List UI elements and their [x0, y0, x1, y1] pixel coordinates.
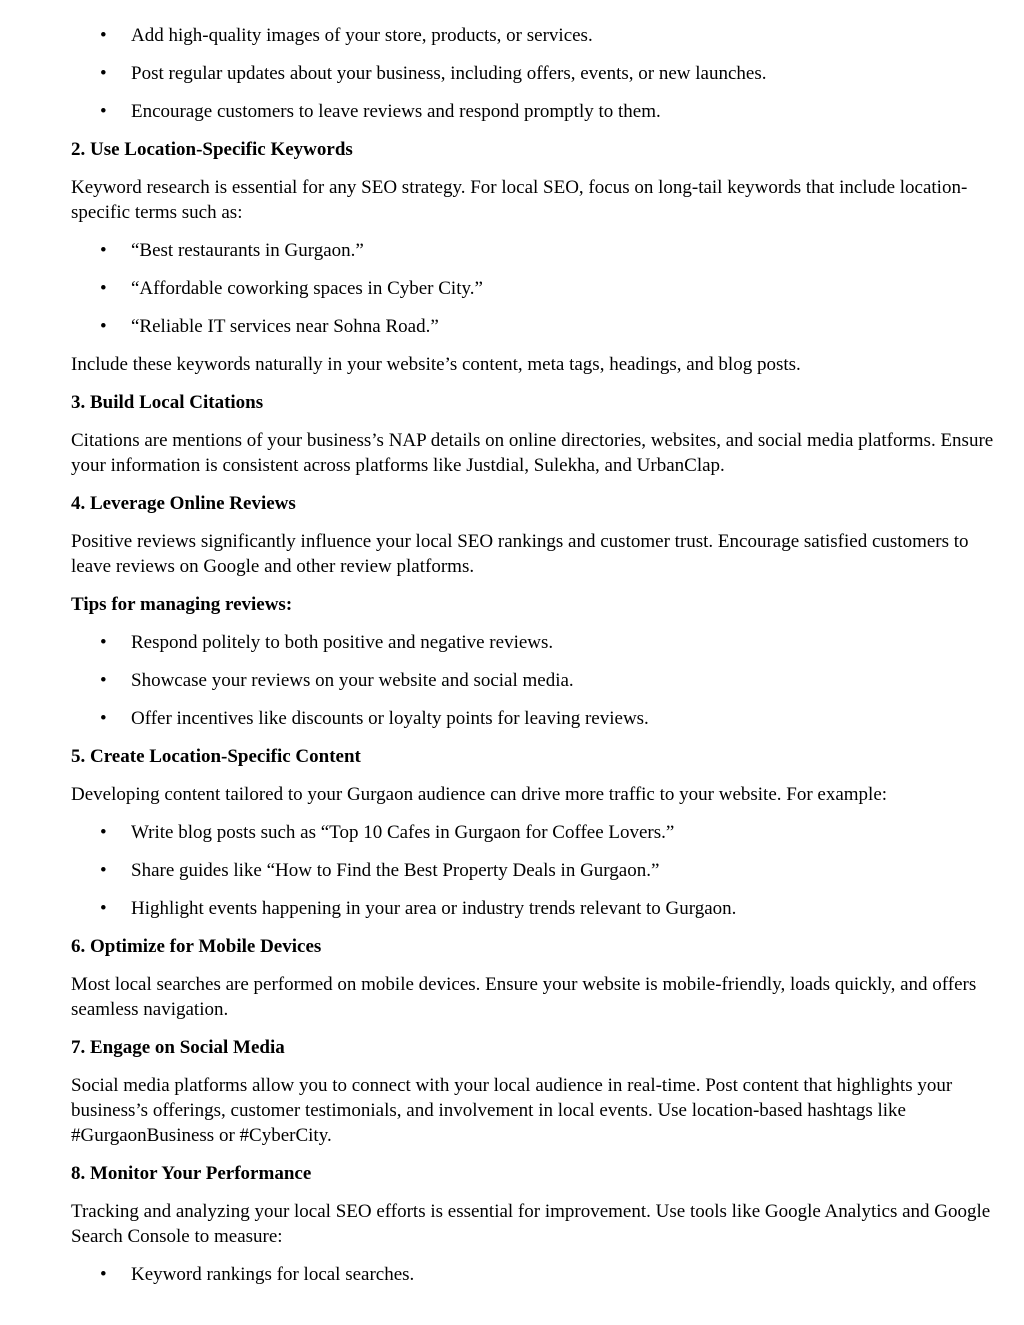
section-heading: 3. Build Local Citations [71, 392, 264, 413]
bullet-icon: • [100, 860, 107, 881]
list-item [71, 1262, 1006, 1287]
bullet-icon: • [100, 63, 107, 84]
bullet-list [71, 630, 1006, 731]
section-heading: 2. Use Location-Specific Keywords [71, 139, 353, 160]
section-heading: 5. Create Location-Specific Content [71, 746, 361, 767]
list-item [71, 706, 1006, 731]
list-item [71, 896, 1006, 921]
list-item-text: Encourage customers to leave reviews and respond promptly to them. [131, 101, 661, 122]
list-item [71, 858, 1006, 883]
bullet-icon: • [100, 278, 107, 299]
document-body [71, 23, 1006, 1300]
list-item [71, 820, 1006, 845]
bullet-icon: • [100, 632, 107, 653]
list-item-text: “Affordable coworking spaces in Cyber City.” [131, 278, 483, 299]
section-heading: 7. Engage on Social Media [71, 1037, 285, 1058]
list-item-text: “Reliable IT services near Sohna Road.” [131, 316, 439, 337]
list-item [71, 314, 1006, 339]
list-item [71, 99, 1006, 124]
list-item [71, 276, 1006, 301]
bullet-icon: • [100, 708, 107, 729]
list-item-text: Post regular updates about your business, including offers, events, or new launches. [131, 63, 767, 84]
list-item-text: Showcase your reviews on your website and social media. [131, 670, 574, 691]
list-item [71, 668, 1006, 693]
paragraph: Developing content tailored to your Gurgaon audience can drive more traffic to your website. For example: [71, 784, 888, 805]
list-item-text: Write blog posts such as “Top 10 Cafes in Gurgaon for Coffee Lovers.” [131, 822, 675, 843]
bullet-icon: • [100, 822, 107, 843]
bullet-list [71, 23, 1006, 124]
list-item [71, 23, 1006, 48]
bullet-icon: • [100, 1264, 107, 1285]
bullet-icon: • [100, 316, 107, 337]
section-heading: 6. Optimize for Mobile Devices [71, 936, 322, 957]
section-heading: 8. Monitor Your Performance [71, 1163, 312, 1184]
paragraph: Citations are mentions of your business’s NAP details on online directories, websites, and social media platforms. Ensure your information is consistent across platforms like Justdial, Sulekha, and UrbanClap. [71, 430, 994, 476]
bullet-list [71, 1262, 1006, 1287]
bullet-list [71, 820, 1006, 921]
bullet-icon: • [100, 240, 107, 261]
paragraph: Tracking and analyzing your local SEO efforts is essential for improvement. Use tools like Google Analytics and Google Search Console to measure: [71, 1201, 991, 1247]
bullet-icon: • [100, 25, 107, 46]
list-item [71, 61, 1006, 86]
list-item-text: Respond politely to both positive and negative reviews. [131, 632, 554, 653]
bullet-list [71, 238, 1006, 339]
list-item [71, 238, 1006, 263]
paragraph: Keyword research is essential for any SEO strategy. For local SEO, focus on long-tail keywords that include location-specific terms such as: [71, 177, 968, 223]
list-item-text: “Best restaurants in Gurgaon.” [131, 240, 364, 261]
paragraph: Social media platforms allow you to connect with your local audience in real-time. Post content that highlights your business’s offerings, customer testimonials, and involvement in local events. Use location-based hashtags like #GurgaonBusiness or #CyberCity. [71, 1075, 953, 1146]
bullet-icon: • [100, 670, 107, 691]
list-item-text: Highlight events happening in your area or industry trends relevant to Gurgaon. [131, 898, 737, 919]
list-item [71, 630, 1006, 655]
list-item-text: Share guides like “How to Find the Best Property Deals in Gurgaon.” [131, 860, 660, 881]
bullet-icon: • [100, 101, 107, 122]
list-item-text: Offer incentives like discounts or loyalty points for leaving reviews. [131, 708, 649, 729]
paragraph: Most local searches are performed on mobile devices. Ensure your website is mobile-friendly, loads quickly, and offers seamless navigation. [71, 974, 977, 1020]
list-item-text: Add high-quality images of your store, products, or services. [131, 25, 593, 46]
bullet-icon: • [100, 898, 107, 919]
paragraph: Include these keywords naturally in your website’s content, meta tags, headings, and blog posts. [71, 354, 801, 375]
subheading: Tips for managing reviews: [71, 594, 293, 615]
list-item-text: Keyword rankings for local searches. [131, 1264, 415, 1285]
paragraph: Positive reviews significantly influence your local SEO rankings and customer trust. Encourage satisfied customers to leave reviews on Google and other review platforms. [71, 531, 969, 577]
section-heading: 4. Leverage Online Reviews [71, 493, 296, 514]
